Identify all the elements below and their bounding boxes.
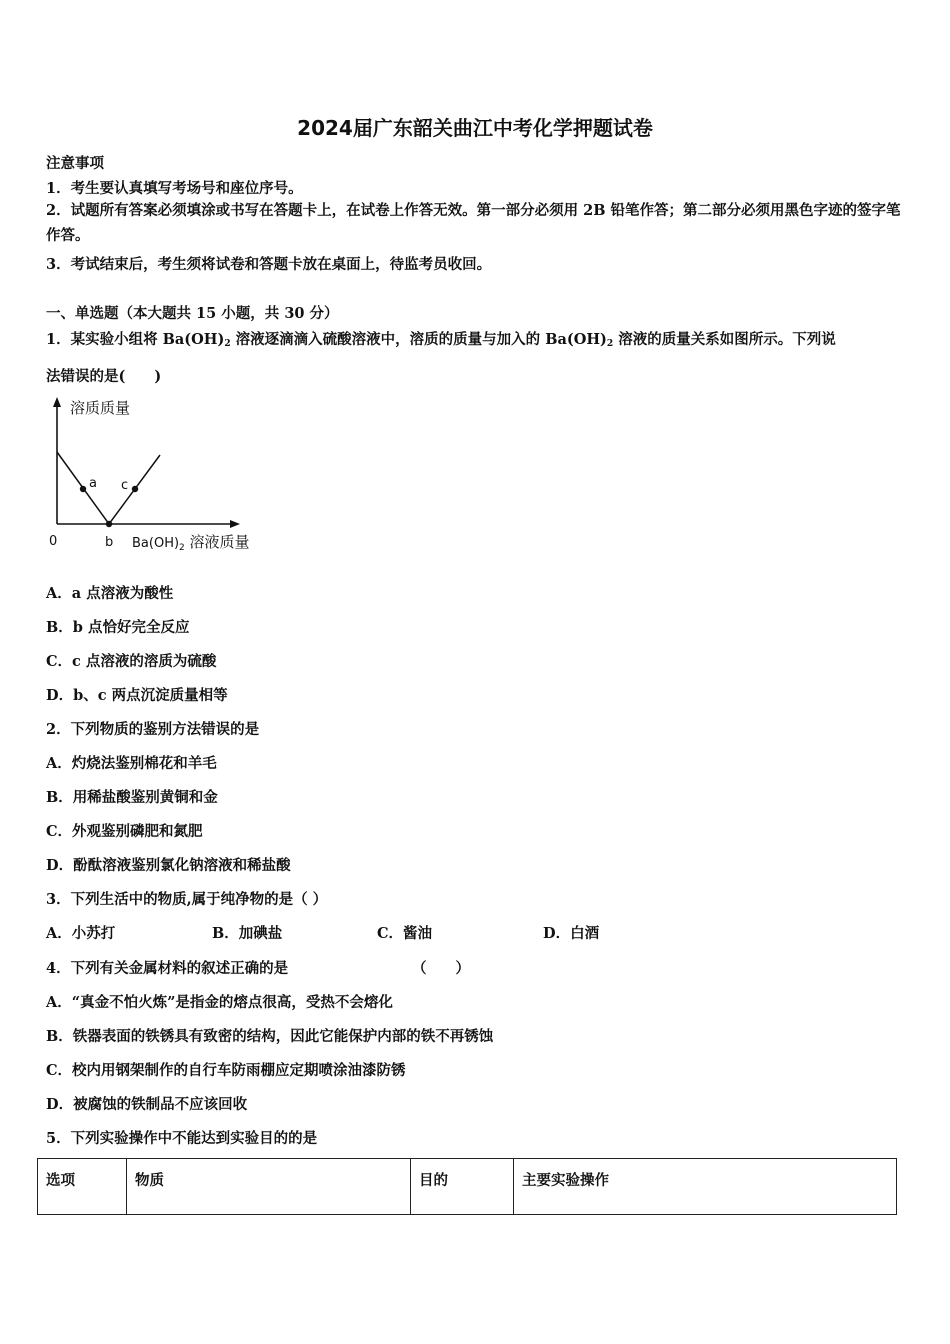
x-axis-label-sub: 2 <box>179 543 185 553</box>
solute-mass-curve <box>57 452 160 524</box>
point-a-marker <box>80 486 86 492</box>
x-axis-arrow <box>230 520 240 528</box>
q3-stem: 3．下列生活中的物质,属于纯净物的是（ ） <box>46 891 328 908</box>
q2-option-a: A．灼烧法鉴别棉花和羊毛 <box>46 755 217 772</box>
q4-answer-paren: （ ） <box>412 960 470 977</box>
x-axis-label <box>132 533 250 553</box>
header-substance: 物质 <box>127 1159 411 1215</box>
x-axis-label-part-a: Ba(OH) <box>132 536 180 551</box>
q1-option-c: C．c 点溶液的溶质为硫酸 <box>46 653 217 670</box>
y-axis-label: 溶质质量 <box>70 399 131 417</box>
q3-option-d: D．白酒 <box>543 925 600 942</box>
y-axis-arrow <box>53 397 61 407</box>
q5-table <box>37 1158 897 1215</box>
notice-heading: 注意事项 <box>46 155 104 172</box>
point-b-marker <box>106 521 112 527</box>
table-header-row <box>38 1159 897 1215</box>
page-title: 2024届广东韶关曲江中考化学押题试卷 <box>297 116 653 140</box>
origin-label: 0 <box>49 534 58 549</box>
q5-stem: 5．下列实验操作中不能达到实验目的的是 <box>46 1130 318 1147</box>
header-purpose: 目的 <box>411 1159 514 1215</box>
q2-stem: 2．下列物质的鉴别方法错误的是 <box>46 721 260 738</box>
q1-stem-part-c: 溶液的质量关系如图所示。下列说 <box>613 331 836 348</box>
q1-option-b: B．b 点恰好完全反应 <box>46 619 190 636</box>
q2-option-c: C．外观鉴别磷肥和氮肥 <box>46 823 203 840</box>
q1-stem <box>46 328 836 349</box>
q1-stem-part-b: 溶液逐滴滴入硫酸溶液中，溶质的质量与加入的 Ba(OH) <box>230 331 607 348</box>
q1-stem-sub-b: 2 <box>606 339 614 349</box>
point-a-label: a <box>89 476 97 491</box>
q2-option-d: D．酚酞溶液鉴别氯化钠溶液和稀盐酸 <box>46 857 291 874</box>
notice-item-1: 1．考生要认真填写考场号和座位序号。 <box>46 180 303 197</box>
x-axis-label-part-b: 溶液质量 <box>184 533 250 551</box>
point-c-label: c <box>121 478 129 493</box>
q3-option-b: B．加碘盐 <box>212 925 283 942</box>
q1-stem-sub-a: 2 <box>224 339 231 349</box>
point-b-label: b <box>105 535 114 550</box>
q4-option-c: C．校内用钢架制作的自行车防雨棚应定期喷涂油漆防锈 <box>46 1062 406 1079</box>
header-option: 选项 <box>38 1159 127 1215</box>
q4-option-d: D．被腐蚀的铁制品不应该回收 <box>46 1096 248 1113</box>
q4-option-a: A．“真金不怕火炼”是指金的熔点很高，受热不会熔化 <box>46 994 393 1011</box>
q3-option-c: C．酱油 <box>377 925 433 942</box>
q4-option-b: B．铁器表面的铁锈具有致密的结构，因此它能保护内部的铁不再锈蚀 <box>46 1028 494 1045</box>
point-c-marker <box>132 486 138 492</box>
q1-stem-continued: 法错误的是( ) <box>46 368 162 385</box>
q1-stem-part-a: 1．某实验小组将 Ba(OH) <box>46 331 225 348</box>
notice-item-2: 2．试题所有答案必须填涂或书写在答题卡上，在试卷上作答无效。第一部分必须用 2B 铅笔作答；第二部分必须用黑色字迹的签字笔作答。 <box>46 202 901 244</box>
q1-option-d: D．b、c 两点沉淀质量相等 <box>46 687 228 704</box>
q1-graph <box>40 392 280 562</box>
notice-item-3: 3．考试结束后，考生须将试卷和答题卡放在桌面上，待监考员收回。 <box>46 256 492 273</box>
q1-option-a: A．a 点溶液为酸性 <box>46 585 174 602</box>
q4-stem: 4．下列有关金属材料的叙述正确的是 <box>46 960 289 977</box>
header-operation: 主要实验操作 <box>514 1159 897 1215</box>
q2-option-b: B．用稀盐酸鉴别黄铜和金 <box>46 789 218 806</box>
section-heading: 一、单选题（本大题共 15 小题，共 30 分） <box>46 305 339 322</box>
q3-option-a: A．小苏打 <box>46 925 116 942</box>
